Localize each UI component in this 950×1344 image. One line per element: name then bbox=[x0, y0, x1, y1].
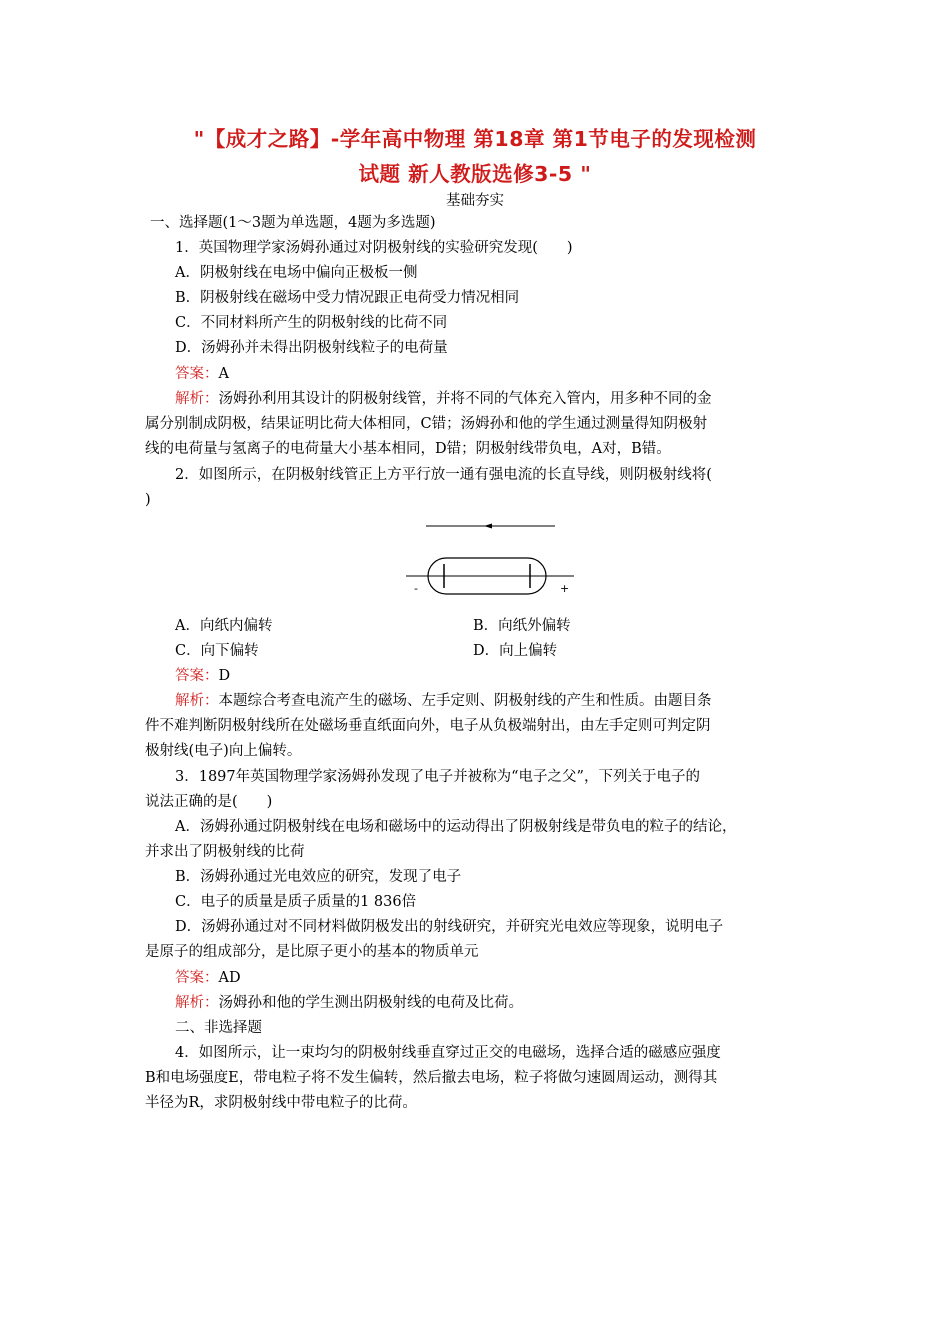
q1-analysis-line-1 bbox=[175, 387, 810, 412]
q3-option-b: B．汤姆孙通过光电效应的研究，发现了电子 bbox=[175, 869, 462, 885]
part1-heading: 一、选择题(1～3题为单选题，4题为多选题) bbox=[150, 215, 436, 231]
q3-option-c: C．电子的质量是质子质量的1 836倍 bbox=[175, 894, 417, 910]
q1-answer bbox=[175, 362, 810, 387]
q2-stem-line-2: ) bbox=[145, 492, 151, 508]
answer-value: AD bbox=[218, 970, 241, 986]
q3-stem-line-2: 说法正确的是( ) bbox=[145, 794, 273, 810]
q2-option-d: D．向上偏转 bbox=[473, 643, 558, 659]
q4-stem-line-1: 4．如图所示，让一束均匀的阴极射线垂直穿过正交的电磁场，选择合适的磁感应强度 bbox=[175, 1045, 721, 1061]
q3-option-a-line-2: 并求出了阴极射线的比荷 bbox=[145, 844, 305, 860]
q1-option-b: B．阴极射线在磁场中受力情况跟正电荷受力情况相同 bbox=[175, 290, 520, 306]
q4-stem-line-3: 半径为R，求阴极射线中带电粒子的比荷。 bbox=[145, 1095, 417, 1111]
q4-stem-line-2: B和电场强度E，带电粒子将不发生偏转，然后撤去电场，粒子将做匀速圆周运动，测得其 bbox=[145, 1070, 718, 1086]
q3-option-a-line-1: A．汤姆孙通过阴极射线在电场和磁场中的运动得出了阴极射线是带负电的粒子的结论， bbox=[175, 819, 737, 835]
q2-option-c: C．向下偏转 bbox=[175, 643, 259, 659]
section-basic-heading: 基础夯实 bbox=[446, 193, 504, 209]
q3-option-d-line-2: 是原子的组成部分，是比原子更小的基本的物质单元 bbox=[145, 944, 479, 960]
q3-analysis bbox=[175, 991, 810, 1016]
answer-value: D bbox=[218, 668, 231, 684]
cathode-ray-tube-diagram bbox=[400, 514, 580, 604]
q2-analysis-line-3: 极射线(电子)向上偏转。 bbox=[145, 743, 302, 759]
answer-label: 答案： bbox=[175, 668, 219, 684]
analysis-label: 解析： bbox=[175, 693, 219, 709]
analysis-text: 汤姆孙利用其设计的阴极射线管，并将不同的气体充入管内，用多种不同的金 bbox=[218, 391, 712, 407]
analysis-label: 解析： bbox=[175, 391, 219, 407]
answer-value: A bbox=[218, 366, 229, 382]
q2-analysis-line-2: 件不难判断阴极射线所在处磁场垂直纸面向外，电子从负极端射出，由左手定则可判定阴 bbox=[145, 718, 711, 734]
answer-label: 答案： bbox=[175, 366, 219, 382]
q1-option-d: D．汤姆孙并未得出阴极射线粒子的电荷量 bbox=[175, 340, 448, 356]
analysis-text: 本题综合考查电流产生的磁场、左手定则、阴极射线的产生和性质。由题目条 bbox=[218, 693, 712, 709]
minus-sign: - bbox=[414, 582, 418, 595]
analysis-text: 汤姆孙和他的学生测出阴极射线的电荷及比荷。 bbox=[218, 995, 523, 1011]
q3-stem-line-1: 3．1897年英国物理学家汤姆孙发现了电子并被称为“电子之父”，下列关于电子的 bbox=[175, 769, 700, 785]
answer-label: 答案： bbox=[175, 970, 219, 986]
document-title-line-1: "【成才之路】-学年高中物理 第18章 第1节电子的发现检测 bbox=[193, 127, 757, 151]
q1-analysis-line-3: 线的电荷量与氢离子的电荷量大小基本相同，D错；阴极射线带负电，A对，B错。 bbox=[145, 441, 671, 457]
q2-option-b: B．向纸外偏转 bbox=[473, 618, 571, 634]
q3-answer bbox=[175, 966, 810, 991]
q1-analysis-line-2: 属分别制成阴极，结果证明比荷大体相同，C错；汤姆孙和他的学生通过测量得知阴极射 bbox=[145, 416, 708, 432]
q2-analysis-line-1 bbox=[175, 689, 810, 714]
q2-option-a: A．向纸内偏转 bbox=[175, 618, 273, 634]
q2-stem-line-1: 2．如图所示，在阴极射线管正上方平行放一通有强电流的长直导线，则阴极射线将( bbox=[175, 467, 712, 483]
q1-stem: 1．英国物理学家汤姆孙通过对阴极射线的实验研究发现( ) bbox=[175, 240, 573, 256]
q3-option-d-line-1: D．汤姆孙通过对不同材料做阴极发出的射线研究，并研究光电效应等现象，说明电子 bbox=[175, 919, 724, 935]
q1-option-a: A．阴极射线在电场中偏向正极板一侧 bbox=[175, 265, 418, 281]
plus-sign: + bbox=[560, 582, 570, 595]
current-arrow-icon bbox=[484, 524, 492, 529]
analysis-label: 解析： bbox=[175, 995, 219, 1011]
document-title-line-2: 试题 新人教版选修3-5 " bbox=[358, 162, 592, 186]
q1-option-c: C．不同材料所产生的阴极射线的比荷不同 bbox=[175, 315, 448, 331]
q2-answer bbox=[175, 664, 810, 689]
part2-heading: 二、非选择题 bbox=[175, 1020, 262, 1036]
